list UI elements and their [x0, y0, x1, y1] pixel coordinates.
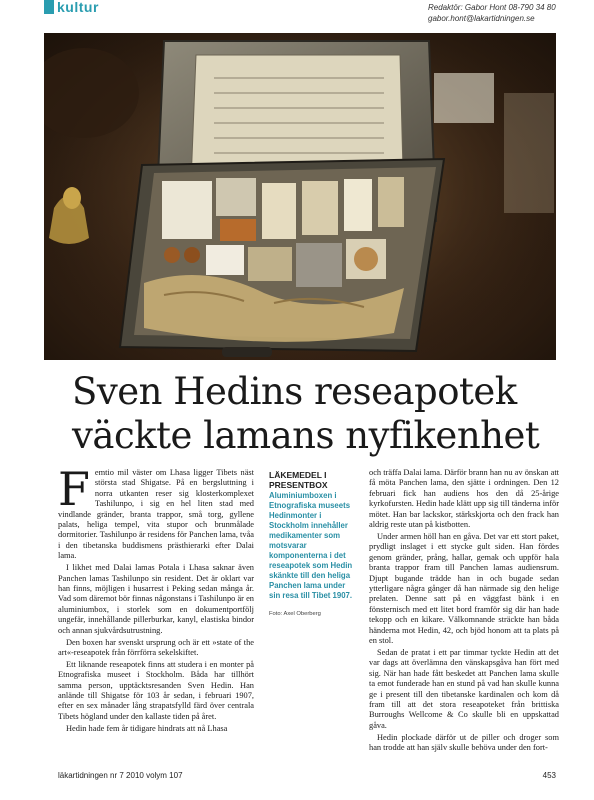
paragraph: Under armen höll han en gåva. Det var ett stort paket, prydligt inslaget i ett stycke gult siden. Han fördes genom gränder, prång, hallar, gemak och uppför hala branta trappor fram till Panchen lamas audiensrum. Djupt bugande trädde han in och bugade sedan ytterligare några gånger då han närmade sig den helige prelaten. Denne satt på en väggfast bänk i en fönsternisch med ett litet bord framför sig där han hade tekopp och en kikare. Välkomnande sträckte han båda händerna mot Hedin, 42, och bjöd honom att ta plats på en stol. — [369, 531, 559, 645]
title-line-1: Sven Hedins reseapotek — [72, 370, 517, 413]
article-title — [72, 370, 542, 458]
paragraph: Sedan de pratat i ett par timmar tyckte Hedin att det var dags att överlämna den vänskapsgåva han fört med sig. När han hade fått beskedet att Panchen lama skulle ta emot funderade han en stund på vad han skulle kunna ge i present till den tibetanske kardinalen och kom då fram till att det stora reseapoteket från brittiska Burroughs Wellcome & Co skulle bli en uppskattad gåva. — [369, 647, 559, 730]
section-tab — [44, 0, 99, 14]
photo-credit: Foto: Axel Oberberg — [269, 611, 321, 617]
paragraph: Den boxen har svenskt ursprung och är ett »state of the art«-reseapotek från förrförra sekelskiftet. — [58, 637, 254, 657]
page-number: 453 — [542, 771, 556, 780]
editor-email: gabor.hont@lakartidningen.se — [428, 14, 535, 23]
drop-cap: F — [58, 462, 90, 516]
editor-info — [428, 2, 556, 24]
medicine-box-illustration — [44, 33, 556, 360]
paragraph: Hedin plockade därför ut de piller och droger som han trodde att han själv skulle behöva under den fort- — [369, 732, 559, 753]
paragraph: Ett liknande reseapotek finns att studera i en monter på Etnografiska museet i Stockholm. Båda har tillhört samma person, upptäcktsresanden Sven Hedin. Han anlände till Shigatse för 103 år sedan, i februari 1907, efter en sex månader lång strapatsfylld färd över centrala Tibets högland under den kallaste tiden på året. — [58, 659, 254, 721]
editor-line: Redaktör: Gabor Hont 08-790 34 80 — [428, 3, 556, 12]
article-column-1 — [58, 462, 254, 736]
fact-box-body: Aluminiumboxen i Etnografiska museets Hedinmonter i Stockholm innehåller medikamenter som motsvarar komponenterna i det reseapotek som Hedin skänkte till den heliga Panchen lama under sin resa till Tibet 1907. — [269, 491, 353, 600]
paragraph: och träffa Dalai lama. Därför brann han nu av önskan att få möta Panchen lama, den sjätte i ordningen. Den 12 februari fick han audiens hos den då 25-årige kyrkofursten. Hedin hade klätt upp sig till tänderna inför mötet. Han bar lackskor, stärkskjorta och den frack han aldrig reste utan på kistbotten. — [369, 468, 559, 530]
fact-box-heading: LÄKEMEDEL I PRESENTBOX — [269, 470, 328, 490]
article-column-3 — [369, 468, 559, 755]
paragraph-text: emtio mil väster om Lhasa ligger Tibets näst största stad Shigatse. På en bergsluttning i norra utkanten reser sig klosterkomplexet Tashilunpo, i sig en hel liten stad med vindlande gränder, branta trappor, små torg, gyllene palats, heliga tempel, vita stupor och brunmålade dormitorier. Tashilunpo är residens för Panchen lama, tvåa i den tibetanska buddismens prästhierarki efter Dalai lama. — [58, 468, 254, 561]
title-line-2: väckte lamans nyfikenhet — [72, 414, 540, 457]
footer-publication: läkartidningen nr 7 2010 volym 107 — [58, 771, 183, 780]
paragraph: Hedin hade fem år tidigare hindrats att nå Lhasa — [66, 723, 228, 733]
section-tab-bar — [44, 0, 54, 14]
paragraph — [58, 462, 254, 562]
fact-box — [269, 470, 355, 617]
paragraph: I likhet med Dalai lamas Potala i Lhasa saknar även Panchen lamas Tashilunpo sin resident. Det är oklart var han finns, möjligen i husarrest i Peking sedan många år. Vad som däremot bör finnas någonstans i Tashilunpo är en aluminiumbox, i storlek som en dokumentportfölj ungefär, innehållande pillerburkar, kanyl, elastiska bindor och annan sjukvårdsutrustning. — [58, 563, 254, 635]
section-label: kultur — [57, 0, 99, 15]
article-photo — [44, 33, 556, 360]
